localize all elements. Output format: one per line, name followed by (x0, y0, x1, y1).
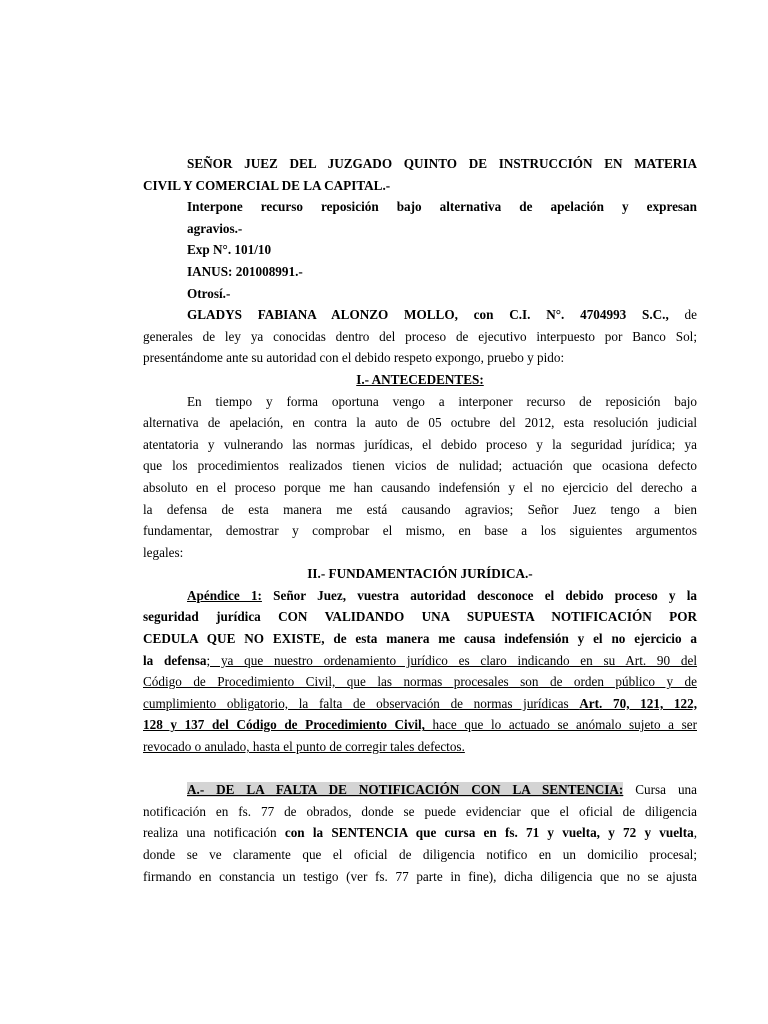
section-heading-fundamentacion: II.- FUNDAMENTACIÓN JURÍDICA.- (307, 566, 533, 582)
fundamentacion-line-8: revocado o anulado, hasta el punto de corregir tales defectos. (143, 739, 465, 755)
document-body (143, 153, 697, 887)
court-address-line-2: CIVIL Y COMERCIAL DE LA CAPITAL.- (143, 177, 391, 193)
antecedentes-line: En tiempo y forma oportuna vengo a interponer recurso de reposición bajo (187, 393, 697, 409)
section-a-line-5: firmando en constancia un testigo (ver fs. 77 parte in fine), dicha diligencia que no se ajusta (143, 868, 697, 884)
fundamentacion-line-5: Código de Procedimiento Civil, que las normas procesales son de orden público y de (143, 674, 697, 690)
fundamentacion-line-4: la defensa; ya que nuestro ordenamiento jurídico es claro indicando en su Art. 90 del (143, 652, 698, 668)
apendice-label: Apéndice 1: (187, 587, 262, 603)
fundamentacion-line-1: Apéndice 1: Señor Juez, vuestra autoridad desconoce el debido proceso y la (187, 587, 697, 603)
fundamentacion-line-6: cumplimiento obligatorio, la falta de observación de normas jurídicas Art. 70, 121, 122, (143, 695, 697, 711)
otrosi-label: Otrosí.- (187, 285, 231, 301)
section-a-line-4: donde se ve claramente que el oficial de diligencia notifico en un domicilio procesal; (143, 847, 697, 862)
section-a-line-1: A.- DE LA FALTA DE NOTIFICACIÓN CON LA SENTENCIA: Cursa una (187, 782, 698, 798)
court-address-line-1: SEÑOR JUEZ DEL JUZGADO QUINTO DE INSTRUCCIÓN EN MATERIA (187, 156, 697, 171)
intro-line-1: GLADYS FABIANA ALONZO MOLLO, con C.I. N°. 4704993 S.C., de (187, 307, 697, 323)
subject-line-1: Interpone recurso reposición bajo alternativa de apelación y expresan (187, 199, 697, 215)
section-a-line-3: realiza una notificación con la SENTENCIA que cursa en fs. 71 y vuelta, y 72 y vuelta, (143, 825, 697, 841)
intro-line-3: presentándome ante su autoridad con el debido respeto expongo, pruebo y pido: (143, 350, 565, 366)
fundamentacion-line-3: CEDULA QUE NO EXISTE, de esta manera me causa indefensión y el no ejercicio a (143, 631, 697, 647)
section-a-line-2: notificación en fs. 77 de obrados, donde se puede evidenciar que el oficial de diligencia (143, 803, 697, 819)
subject-line-2: agravios.- (187, 220, 243, 236)
fundamentacion-line-2: seguridad jurídica CON VALIDANDO UNA SUPUESTA NOTIFICACIÓN POR (143, 609, 697, 625)
antecedentes-line: que los procedimientos realizados tienen vicios de nulidad; actuación que ocasiona defecto (143, 458, 697, 474)
antecedentes-line: la defensa de esta manera me está causando agravios; Señor Juez tengo a bien (143, 501, 697, 517)
antecedentes-line: alternativa de apelación, en contra la auto de 05 octubre del 2012, esta resolución judicial (143, 415, 697, 431)
intro-line-2: generales de ley ya conocidas dentro del proceso de ejecutivo interpuesto por Banco Sol; (143, 328, 697, 344)
section-a-heading: A.- DE LA FALTA DE NOTIFICACIÓN CON LA SENTENCIA: (187, 782, 624, 798)
ianus-number: IANUS: 201008991.- (187, 263, 303, 279)
expediente-number: Exp N°. 101/10 (187, 242, 272, 258)
fundamentacion-line-7: 128 y 137 del Código de Procedimiento Civil, hace que lo actuado se anómalo sujeto a ser (143, 717, 697, 733)
antecedentes-line: fundamentar, demostrar y comprobar el mismo, en base a los siguientes argumentos (143, 523, 697, 539)
paragraph-gap (143, 758, 697, 780)
section-heading-antecedentes: I.- ANTECEDENTES: (356, 371, 484, 387)
antecedentes-line: absoluto en el proceso porque me han causando indefensión y el no ejercicio del derecho a (143, 479, 697, 495)
antecedentes-line: legales: (143, 544, 184, 560)
antecedentes-line: atentatoria y vulnerando las normas jurídicas, el debido proceso y la seguridad jurídica; ya (143, 436, 697, 452)
